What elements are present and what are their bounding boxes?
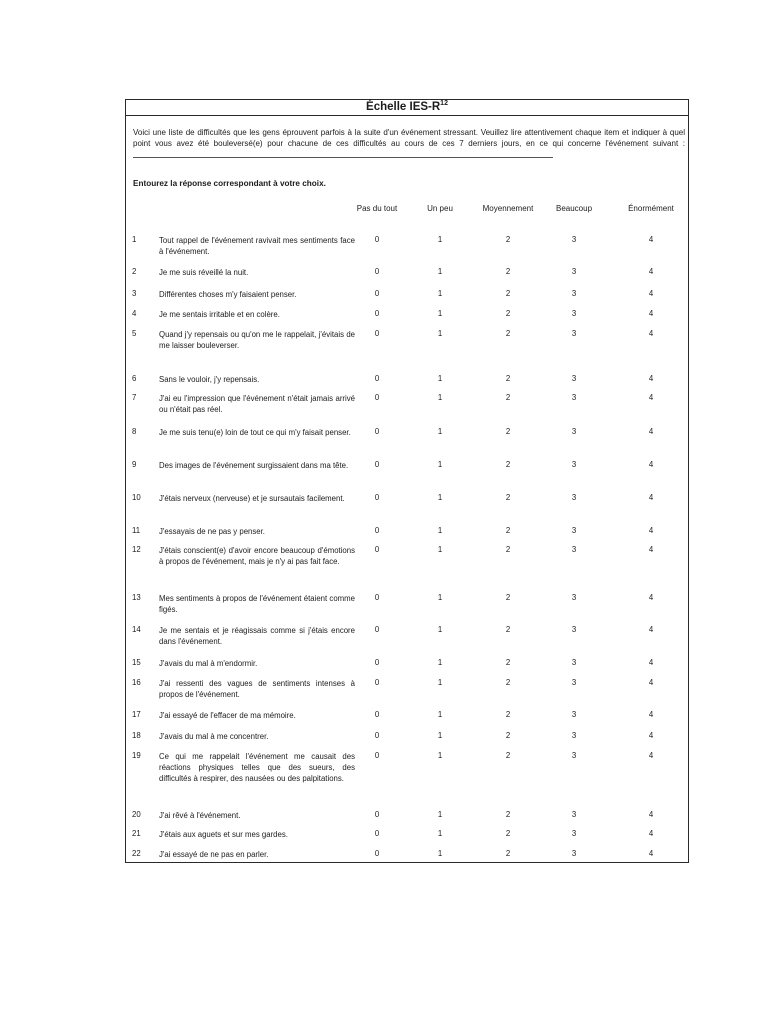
item-text: J'étais conscient(e) d'avoir encore beaucoup d'émotions à propos de l'événement, mais je n'y ai pas fait face. (159, 546, 355, 566)
scale-option[interactable]: 3 (571, 460, 577, 469)
scale-option[interactable]: 0 (374, 526, 380, 535)
scale-option[interactable]: 4 (648, 329, 654, 338)
item-text: Des images de l'événement surgissaient dans ma tête. (159, 461, 349, 470)
intro-text: Voici une liste de difficultés que les gens éprouvent parfois à la suite d'un événement stressant. Veuillez lire attentivement chaque item et indiquer à quel point vous avez été bouleversé(e) pour chacune de ces difficultés au cours de ces 7 derniers jours, en ce qui concerne l'événement suivant : (133, 128, 685, 149)
scale-option[interactable]: 3 (571, 329, 577, 338)
scale-option[interactable]: 3 (571, 731, 577, 740)
scale-option[interactable]: 0 (374, 235, 380, 244)
scale-option[interactable]: 0 (374, 849, 380, 858)
scale-option[interactable]: 4 (648, 289, 654, 298)
item-text: Mes sentiments à propos de l'événement étaient comme figés. (159, 594, 355, 614)
item-number: 7 (132, 393, 137, 402)
scale-option[interactable]: 0 (374, 374, 380, 383)
scale-option[interactable]: 1 (437, 329, 443, 338)
item-number: 13 (132, 593, 141, 602)
scale-option[interactable]: 4 (648, 393, 654, 402)
item-number: 17 (132, 710, 141, 719)
scale-option[interactable]: 4 (648, 545, 654, 554)
scale-option[interactable]: 1 (437, 235, 443, 244)
scale-option[interactable]: 3 (571, 374, 577, 383)
scale-option[interactable]: 2 (505, 829, 511, 838)
scale-option[interactable]: 3 (571, 849, 577, 858)
item-number: 4 (132, 309, 137, 318)
item-text: Je me suis tenu(e) loin de tout ce qui m'y faisait penser. (159, 428, 351, 437)
scale-option[interactable]: 3 (571, 427, 577, 436)
scale-option[interactable]: 3 (571, 625, 577, 634)
scale-option[interactable]: 1 (437, 593, 443, 602)
scale-option[interactable]: 1 (437, 829, 443, 838)
scale-option[interactable]: 1 (437, 493, 443, 502)
title-footnote-ref: 12 (440, 100, 448, 107)
item-number: 10 (132, 493, 141, 502)
scale-option[interactable]: 4 (648, 526, 654, 535)
scale-option[interactable]: 2 (505, 289, 511, 298)
item-number: 18 (132, 731, 141, 740)
scale-option[interactable]: 1 (437, 810, 443, 819)
scale-option[interactable]: 2 (505, 710, 511, 719)
item-number: 15 (132, 658, 141, 667)
scale-option[interactable]: 4 (648, 309, 654, 318)
item-number: 21 (132, 829, 141, 838)
scale-option[interactable]: 4 (648, 731, 654, 740)
item-number: 12 (132, 545, 141, 554)
scale-option[interactable]: 3 (571, 393, 577, 402)
item-number: 14 (132, 625, 141, 634)
scale-option[interactable]: 0 (374, 593, 380, 602)
item-number: 1 (132, 235, 137, 244)
scale-option[interactable]: 0 (374, 710, 380, 719)
intro-paragraph (133, 127, 685, 162)
scale-option[interactable]: 0 (374, 393, 380, 402)
scale-option[interactable]: 2 (505, 849, 511, 858)
scale-option[interactable]: 3 (571, 545, 577, 554)
scale-option[interactable]: 4 (648, 810, 654, 819)
scale-option[interactable]: 2 (505, 593, 511, 602)
scale-option[interactable]: 0 (374, 810, 380, 819)
item-text: Je me suis réveillé la nuit. (159, 268, 249, 277)
scale-option[interactable]: 3 (571, 526, 577, 535)
item-number: 11 (132, 526, 141, 535)
item-text: J'ai essayé de l'effacer de ma mémoire. (159, 711, 296, 720)
scale-option[interactable]: 4 (648, 374, 654, 383)
scale-option[interactable]: 3 (571, 593, 577, 602)
item-number: 3 (132, 289, 137, 298)
scale-option[interactable]: 0 (374, 829, 380, 838)
scale-option[interactable]: 3 (571, 751, 577, 760)
event-blank-line[interactable] (133, 149, 553, 158)
column-header: Énormément (628, 204, 674, 213)
scale-option[interactable]: 0 (374, 751, 380, 760)
column-header: Beaucoup (555, 204, 593, 213)
scale-option[interactable]: 2 (505, 625, 511, 634)
column-header: Un peu (427, 204, 453, 213)
scale-option[interactable]: 3 (571, 810, 577, 819)
scale-option[interactable]: 2 (505, 545, 511, 554)
scale-option[interactable]: 3 (571, 493, 577, 502)
item-number: 8 (132, 427, 137, 436)
scale-option[interactable]: 0 (374, 545, 380, 554)
scale-option[interactable]: 0 (374, 309, 380, 318)
item-text: J'ai essayé de ne pas en parler. (159, 850, 269, 859)
scale-option[interactable]: 0 (374, 329, 380, 338)
scale-option[interactable]: 2 (505, 678, 511, 687)
scale-option[interactable]: 1 (437, 526, 443, 535)
scale-option[interactable]: 4 (648, 625, 654, 634)
item-text: J'étais nerveux (nerveuse) et je sursautais facilement. (159, 494, 345, 503)
scale-option[interactable]: 1 (437, 625, 443, 634)
scale-option[interactable]: 1 (437, 710, 443, 719)
item-text: J'ai eu l'impression que l'événement n'était jamais arrivé ou n'était pas réel. (159, 394, 355, 414)
item-text: J'avais du mal à me concentrer. (159, 732, 269, 741)
scale-option[interactable]: 2 (505, 374, 511, 383)
scale-option[interactable]: 0 (374, 427, 380, 436)
scale-option[interactable]: 4 (648, 829, 654, 838)
scale-option[interactable]: 4 (648, 493, 654, 502)
scale-option[interactable]: 2 (505, 751, 511, 760)
column-header: Moyennement (482, 204, 534, 213)
scale-option[interactable]: 2 (505, 235, 511, 244)
scale-option[interactable]: 2 (505, 493, 511, 502)
item-text: J'étais aux aguets et sur mes gardes. (159, 830, 288, 839)
item-text: J'essayais de ne pas y penser. (159, 527, 265, 536)
scale-option[interactable]: 4 (648, 751, 654, 760)
scale-option[interactable]: 1 (437, 374, 443, 383)
scale-option[interactable]: 1 (437, 849, 443, 858)
scale-option[interactable]: 4 (648, 460, 654, 469)
scale-option[interactable]: 1 (437, 751, 443, 760)
item-number: 19 (132, 751, 141, 760)
item-text: Je me sentais irritable et en colère. (159, 310, 280, 319)
scale-option[interactable]: 1 (437, 460, 443, 469)
item-text: J'ai ressenti des vagues de sentiments intenses à propos de l'événement. (159, 679, 355, 699)
scale-option[interactable]: 3 (571, 309, 577, 318)
scale-option[interactable]: 3 (571, 267, 577, 276)
scale-option[interactable]: 0 (374, 678, 380, 687)
item-text: Ce qui me rappelait l'événement me causait des réactions physiques telles que des sueurs, des difficultés à respirer, des nausées ou des palpitations. (159, 752, 355, 783)
scale-option[interactable]: 0 (374, 289, 380, 298)
item-text: Tout rappel de l'événement ravivait mes sentiments face à l'événement. (159, 236, 355, 256)
scale-option[interactable]: 3 (571, 235, 577, 244)
item-number: 22 (132, 849, 141, 858)
ies-r-form (125, 99, 689, 863)
scale-option[interactable]: 1 (437, 309, 443, 318)
scale-option[interactable]: 1 (437, 289, 443, 298)
scale-option[interactable]: 2 (505, 731, 511, 740)
item-number: 5 (132, 329, 137, 338)
scale-option[interactable]: 3 (571, 289, 577, 298)
scale-option[interactable]: 2 (505, 329, 511, 338)
scale-option[interactable]: 1 (437, 658, 443, 667)
column-header: Pas du tout (356, 204, 398, 213)
scale-option[interactable]: 4 (648, 427, 654, 436)
item-text: Je me sentais et je réagissais comme si j'étais encore dans l'événement. (159, 626, 355, 646)
item-number: 6 (132, 374, 137, 383)
item-text: J'avais du mal à m'endormir. (159, 659, 258, 668)
scale-option[interactable]: 0 (374, 625, 380, 634)
scale-option[interactable]: 2 (505, 526, 511, 535)
scale-option[interactable]: 2 (505, 810, 511, 819)
item-number: 2 (132, 267, 137, 276)
item-number: 16 (132, 678, 141, 687)
item-text: Quand j'y repensais ou qu'on me le rappelait, j'évitais de me laisser bouleverser. (159, 330, 355, 350)
scale-option[interactable]: 4 (648, 658, 654, 667)
scale-option[interactable]: 4 (648, 267, 654, 276)
scale-option[interactable]: 1 (437, 393, 443, 402)
scale-option[interactable]: 1 (437, 267, 443, 276)
form-title: Échelle IES-R (366, 101, 441, 113)
form-title-bar (126, 100, 688, 116)
scale-option[interactable]: 1 (437, 545, 443, 554)
item-text: J'ai rêvé à l'événement. (159, 811, 241, 820)
scale-option[interactable]: 2 (505, 309, 511, 318)
scale-option[interactable]: 4 (648, 678, 654, 687)
scale-option[interactable]: 0 (374, 658, 380, 667)
scale-option[interactable]: 2 (505, 267, 511, 276)
scale-option[interactable]: 4 (648, 849, 654, 858)
scale-option[interactable]: 4 (648, 235, 654, 244)
scale-option[interactable]: 4 (648, 710, 654, 719)
scale-option[interactable]: 0 (374, 460, 380, 469)
scale-option[interactable]: 1 (437, 731, 443, 740)
scale-option[interactable]: 3 (571, 678, 577, 687)
scale-option[interactable]: 2 (505, 460, 511, 469)
scale-option[interactable]: 3 (571, 658, 577, 667)
scale-option[interactable]: 2 (505, 427, 511, 436)
scale-option[interactable]: 0 (374, 267, 380, 276)
instruction-text: Entourez la réponse correspondant à votre choix. (133, 179, 326, 188)
item-text: Différentes choses m'y faisaient penser. (159, 290, 297, 299)
item-number: 20 (132, 810, 141, 819)
item-text: Sans le vouloir, j'y repensais. (159, 375, 260, 384)
scale-option[interactable]: 1 (437, 427, 443, 436)
scale-option[interactable]: 0 (374, 731, 380, 740)
scale-option[interactable]: 3 (571, 710, 577, 719)
scale-option[interactable]: 2 (505, 393, 511, 402)
scale-option[interactable]: 0 (374, 493, 380, 502)
scale-option[interactable]: 2 (505, 658, 511, 667)
scale-option[interactable]: 1 (437, 678, 443, 687)
scale-option[interactable]: 3 (571, 829, 577, 838)
item-number: 9 (132, 460, 137, 469)
scale-option[interactable]: 4 (648, 593, 654, 602)
